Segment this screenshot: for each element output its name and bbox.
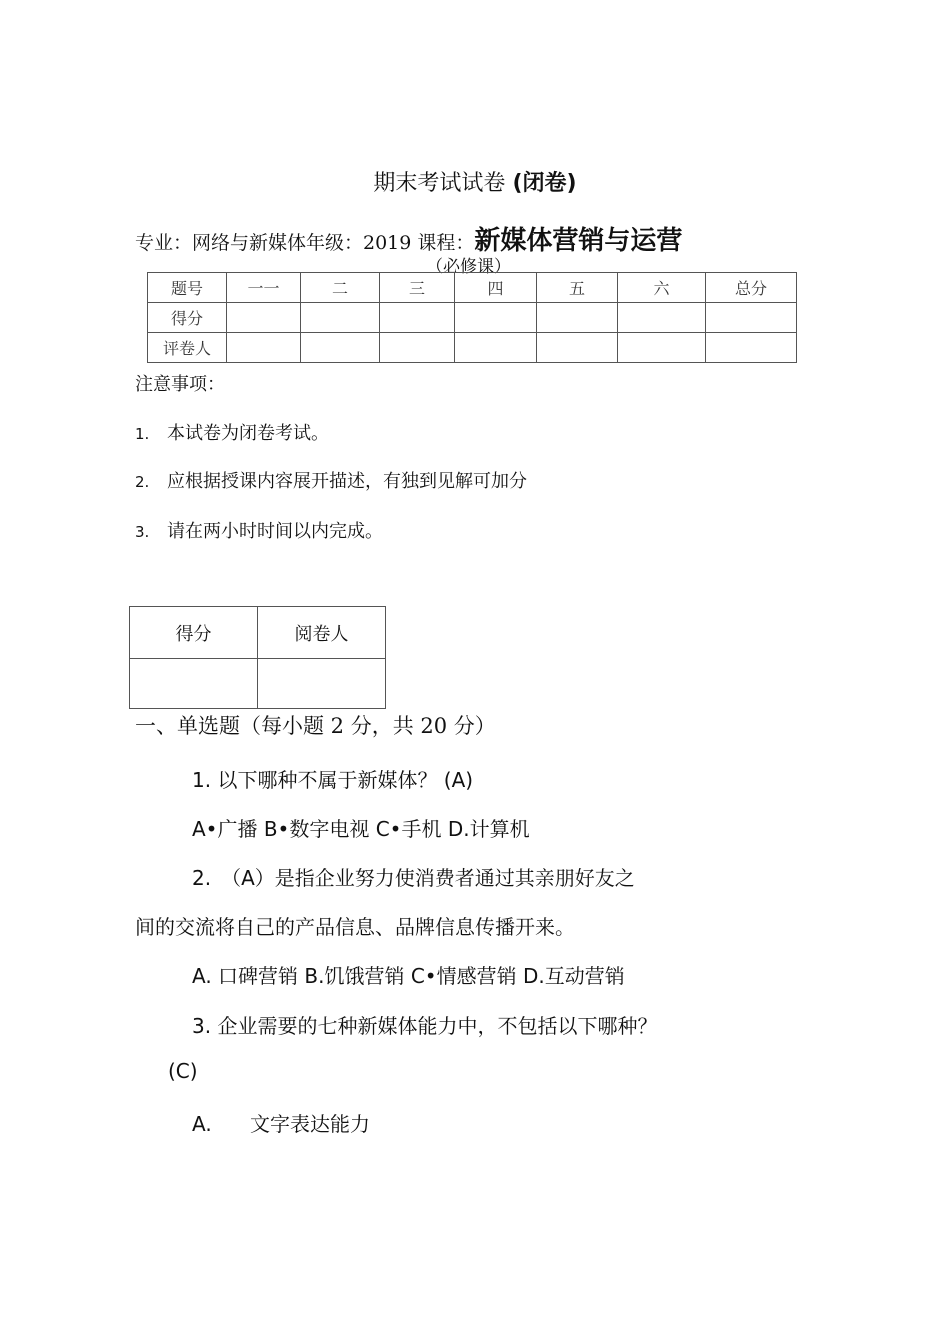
exam-meta-line: [135, 220, 682, 257]
score-table-cell: 一一: [227, 273, 301, 303]
option-label: A.: [192, 1112, 212, 1136]
grader-reviewer-label: 阅卷人: [258, 607, 386, 659]
question-2-stem-line-2: 间的交流将自己的产品信息、品牌信息传播开来。: [135, 915, 575, 939]
note-text: 应根据授课内容展开描述，有独到见解可加分: [167, 471, 527, 492]
section-title: 一、单选题（每小题 2 分，共 20 分）: [135, 714, 496, 738]
score-table-row: [148, 333, 797, 363]
question-2-options: A. 口碑营销 B.饥饿营销 C•情感营销 D.互动营销: [192, 964, 625, 988]
grader-entry-cell[interactable]: [618, 333, 706, 363]
course-type: （必修课）: [426, 257, 511, 277]
score-table-cell: 总分: [706, 273, 797, 303]
grader-entry-cell[interactable]: [706, 333, 797, 363]
score-table: [147, 272, 797, 363]
score-table-cell: 四: [455, 273, 537, 303]
score-entry-cell[interactable]: [455, 303, 537, 333]
score-entry-cell[interactable]: [380, 303, 455, 333]
grader-entry-cell[interactable]: [455, 333, 537, 363]
score-entry-cell[interactable]: [301, 303, 380, 333]
grader-entry-cell[interactable]: [537, 333, 618, 363]
note-item: [135, 517, 383, 543]
grader-entry-cell[interactable]: [227, 333, 301, 363]
note-text: 本试卷为闭卷考试。: [167, 423, 329, 444]
grader-score-label: 得分: [130, 607, 258, 659]
question-2-stem-line-1: 2. （A）是指企业努力使消费者通过其亲朋好友之: [192, 866, 635, 890]
note-item: [135, 419, 329, 445]
section-score-entry[interactable]: [130, 659, 258, 709]
score-entry-cell[interactable]: [227, 303, 301, 333]
score-table-cell: 二: [301, 273, 380, 303]
section-reviewer-entry[interactable]: [258, 659, 386, 709]
score-table-cell: 六: [618, 273, 706, 303]
score-table-cell: 得分: [148, 303, 227, 333]
option-text: 文字表达能力: [250, 1112, 370, 1136]
question-3-stem: 3. 企业需要的七种新媒体能力中，不包括以下哪种？: [192, 1014, 658, 1038]
score-entry-cell[interactable]: [618, 303, 706, 333]
notes-heading: 注意事项：: [135, 374, 225, 395]
question-3-option-a: [192, 1108, 370, 1137]
note-text: 请在两小时时间以内完成。: [167, 521, 383, 542]
exam-meta-text: 专业：网络与新媒体年级：2019 课程：: [135, 232, 475, 254]
note-number: 2.: [135, 473, 150, 491]
note-number: 1.: [135, 425, 150, 443]
score-entry-cell[interactable]: [537, 303, 618, 333]
note-number: 3.: [135, 523, 150, 541]
grader-entry-cell[interactable]: [301, 333, 380, 363]
score-table-row: [148, 303, 797, 333]
score-table-header-row: [148, 273, 797, 303]
score-entry-cell[interactable]: [706, 303, 797, 333]
question-1-options: A•广播 B•数字电视 C•手机 D.计算机: [192, 817, 530, 841]
title-main: 期末考试试卷: [373, 171, 506, 196]
page-title: [0, 166, 950, 197]
grader-entry-cell[interactable]: [380, 333, 455, 363]
section-grader-table: [129, 606, 386, 709]
score-table-cell: 评卷人: [148, 333, 227, 363]
question-3-answer: (C): [168, 1059, 198, 1083]
score-table-cell: 题号: [148, 273, 227, 303]
score-table-cell: 三: [380, 273, 455, 303]
score-table-cell: 五: [537, 273, 618, 303]
title-closed-book: (闭卷): [512, 171, 577, 196]
note-item: [135, 467, 527, 493]
question-1-stem: 1. 以下哪种不属于新媒体？ (A): [192, 768, 474, 792]
course-name: 新媒体营销与运营: [474, 226, 683, 256]
